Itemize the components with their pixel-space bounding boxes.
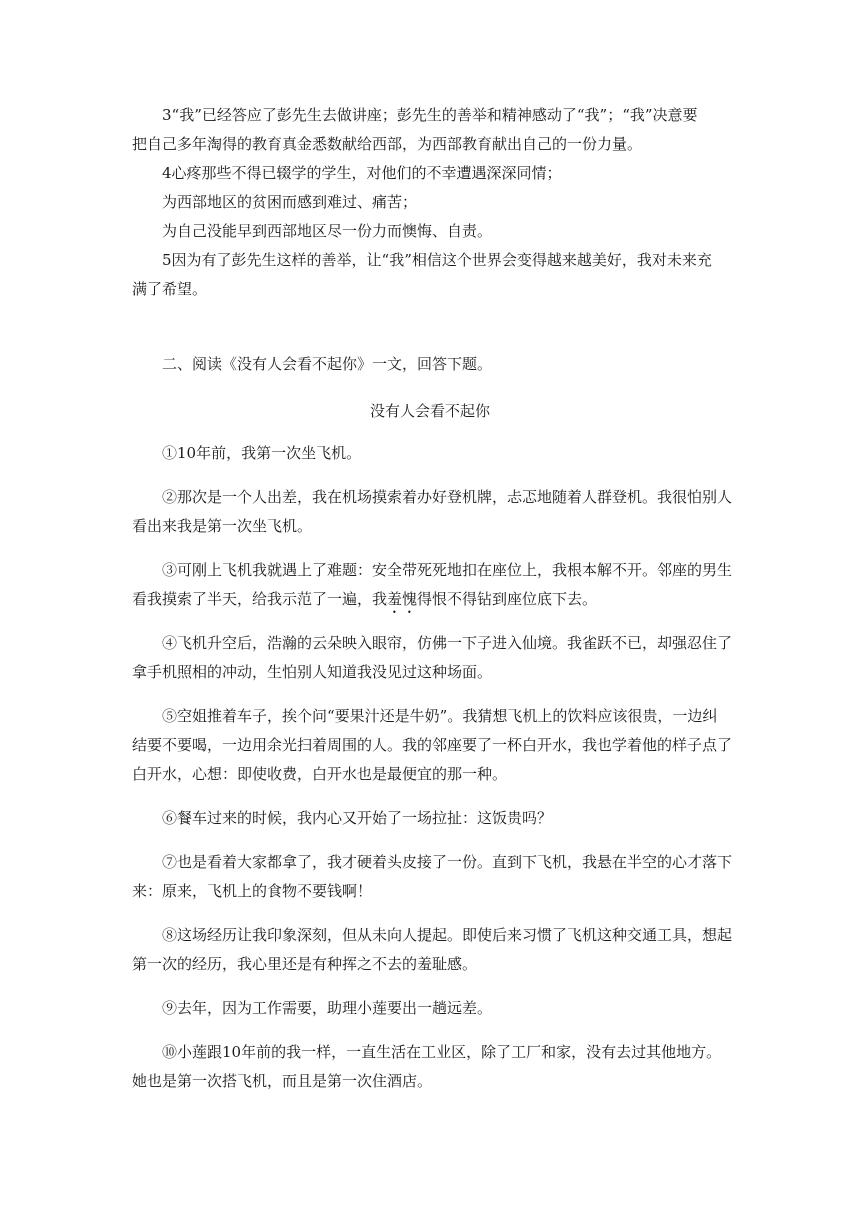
paragraph-3-tail: 得恨不得钻到座位底下去。 [417,590,598,608]
paragraph-8-line-1: ⑧这场经历让我印象深刻，但从未向人提起。即使后来习惯了飞机这种交通工具，想起 [162,926,732,944]
answer-3-line-2: 把自己多年淘得的教育真金悉数献给西部，为西部教育献出自己的一份力量。 [132,135,643,153]
emphasized-word: 羞愧 [387,590,418,608]
paragraph-4-line-1: ④飞机升空后，浩瀚的云朵映入眼帘，仿佛一下子进入仙境。我雀跃不已，却强忍住了 [162,634,732,652]
paragraph-4-line-2: 拿手机照相的冲动，生怕别人知道我没见过这种场面。 [132,663,493,681]
paragraph-3-line-1: ③可刚上飞机我就遇上了难题：安全带死死地扣在座位上，我根本解不开。邻座的男生 [162,561,732,579]
paragraph-5-line-3: 白开水，心想：即使收费，白开水也是最便宜的那一种。 [132,765,508,783]
answer-3-line-1: 3“我”已经答应了彭先生去做讲座；彭先生的善举和精神感动了“我”；“我”决意要 [162,106,698,124]
paragraph-6: ⑥餐车过来的时候，我内心又开始了一场拉扯：这饭贵吗？ [162,809,553,827]
paragraph-10-line-2: 她也是第一次搭飞机，而且是第一次住酒店。 [132,1072,433,1090]
paragraph-1: ①10年前，我第一次坐飞机。 [162,444,362,462]
article-title: 没有人会看不起你 [369,402,490,420]
paragraph-5-line-1: ⑤空姐推着车子，挨个问“要果汁还是牛奶”。我猜想飞机上的饮料应该很贵，一边纠 [162,707,718,725]
section-heading: 二、阅读《没有人会看不起你》一文，回答下题。 [162,355,493,373]
answer-4-line-1: 4心疼那些不得已辍学的学生，对他们的不幸遭遇深深同情； [162,164,562,182]
paragraph-7-line-2: 来：原来，飞机上的食物不要钱啊！ [132,882,373,900]
paragraph-8-line-2: 第一次的经历，我心里还是有种挥之不去的羞耻感。 [132,955,478,973]
answer-4-line-3: 为自己没能早到西部地区尽一份力而懊悔、自责。 [162,222,493,240]
paragraph-7-line-1: ⑦也是看着大家都拿了，我才硬着头皮接了一份。直到下飞机，我悬在半空的心才落下 [162,853,732,871]
paragraph-5-line-2: 结要不要喝，一边用余光扫着周围的人。我的邻座要了一杯白开水，我也学着他的样子点了 [132,736,732,754]
answer-5-line-1: 5因为有了彭先生这样的善举，让“我”相信这个世界会变得越来越美好，我对未来充 [162,251,712,269]
answer-5-line-2: 满了希望。 [132,280,208,298]
answer-4-line-2: 为西部地区的贫困而感到难过、痛苦； [162,193,418,211]
paragraph-3-line-2 [132,585,732,617]
paragraph-2-line-2: 看出来我是第一次坐飞机。 [132,517,313,535]
paragraph-10-line-1: ⑩小莲跟10年前的我一样，一直生活在工业区，除了工厂和家，没有去过其他地方。 [162,1043,722,1061]
paragraph-3-text: 看我摸索了半天，给我示范了一遍，我 [132,590,388,608]
paragraph-9: ⑨去年，因为工作需要，助理小莲要出一趟远差。 [162,999,493,1017]
paragraph-2-line-1: ②那次是一个人出差，我在机场摸索着办好登机牌，忐忑地随着人群登机。我很怕别人 [162,488,732,506]
